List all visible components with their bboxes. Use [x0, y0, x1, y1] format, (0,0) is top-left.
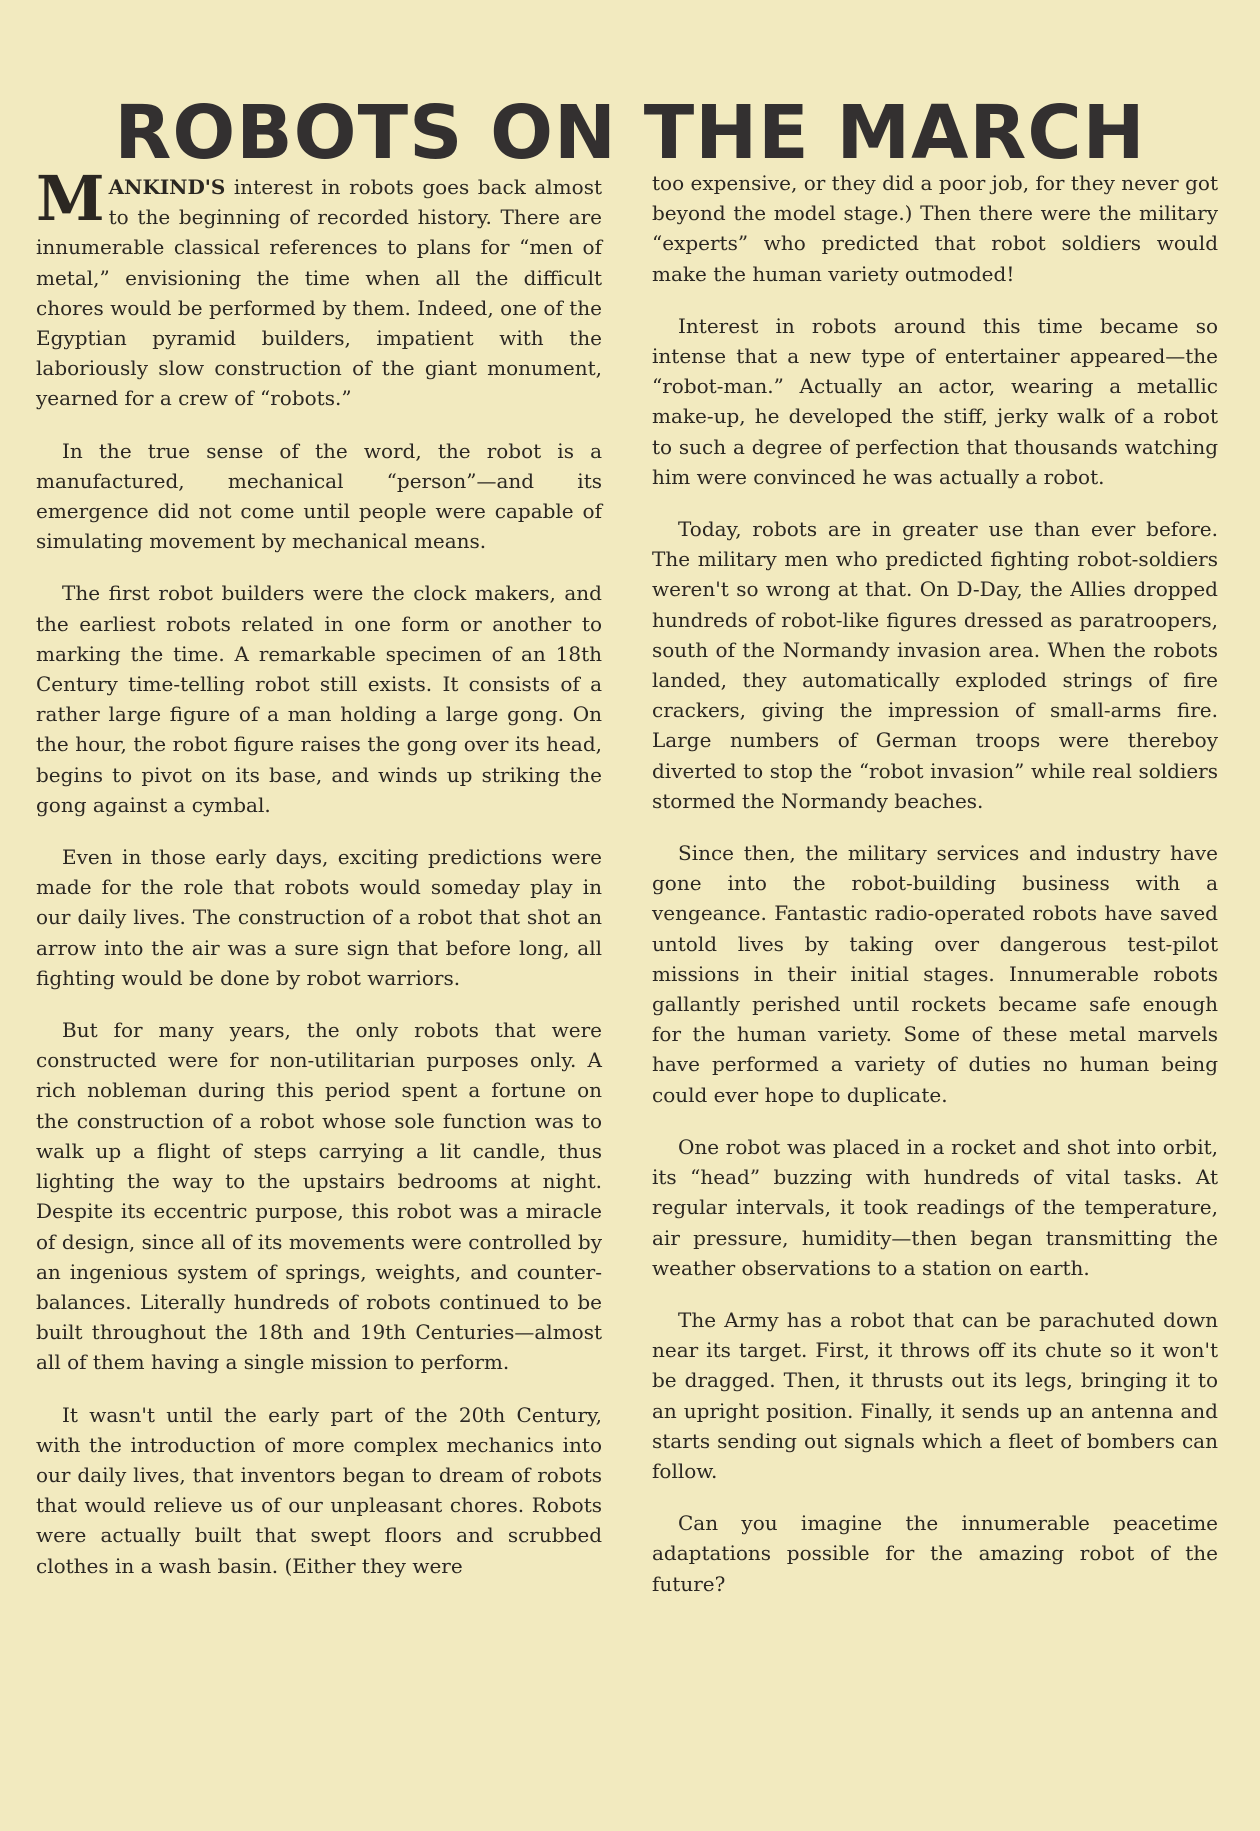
paragraph: It wasn't until the early part of the 20th Century, with the introduction of more complex mechanics into our daily lives, that inventors began to dream of robots that would relieve us of our unpleasant chores. Robots were actually built that swept floors and scrubbed clothes in a wash basin. (Either they were — [36, 1402, 602, 1578]
paragraph: The Army has a robot that can be parachuted down near its target. First, it throws off its chute so it won't be dragged. Then, it thrusts out its legs, bringing it to an upright position. Finally, it sends up an antenna and starts sending out signals which a fleet of bombers can follow. — [652, 1307, 1218, 1483]
paragraph — [36, 162, 602, 414]
left-column — [36, 162, 602, 1603]
drop-cap: M — [36, 162, 105, 235]
paragraph: Can you imagine the innumerable peacetime adaptations possible for the amazing robot of the future? — [652, 1511, 1218, 1596]
paragraph: The first robot builders were the clock makers, and the earliest robots related in one form or another to marking the time. A remarkable specimen of an 18th Century time-telling robot still exists. It consists of a rather large figure of a man holding a large gong. On the hour, the robot figure raises the gong over its head, begins to pivot on its base, and winds up striking the gong against a cymbal. — [36, 581, 602, 817]
paragraph: Even in those early days, exciting predictions were made for the role that robots would someday play in our daily lives. The construction of a robot that shot an arrow into the air was a sure sign that before long, all fighting would be done by robot warriors. — [36, 845, 602, 990]
paragraph-continuation: too expensive, or they did a poor job, for they never got beyond the model stage.) Then there were the military “experts” who predicted that robot soldiers would make the human variety outmoded! — [652, 171, 1218, 286]
lead-in: ANKIND'S — [108, 175, 226, 199]
paragraph: Since then, the military services and industry have gone into the robot-building business with a vengeance. Fantastic radio-operated robots have saved untold lives by taking over dangerous test-pilot missions in their initial stages. Innumerable robots gallantly perished until rockets became safe enough for the human variety. Some of these metal marvels have performed a variety of duties no human being could ever hope to duplicate. — [652, 841, 1218, 1107]
paragraph: One robot was placed in a rocket and shot into orbit, its “head” buzzing with hundreds of vital tasks. At regular intervals, it took readings of the temperature, air pressure, humidity—then began transmitting the weather observations to a station on earth. — [652, 1134, 1218, 1280]
paragraph: Today, robots are in greater use than ever before. The military men who predicted fighting robot-soldiers weren't so wrong at that. On D-Day, the Allies dropped hundreds of robot-like figures dressed as paratroopers, south of the Normandy invasion area. When the robots landed, they automatically exploded strings of fire crackers, giving the impression of small-arms fire. Large numbers of German troops were thereboy diverted to stop the “robot invasion” while real soldiers stormed the Normandy beaches. — [652, 517, 1218, 813]
article-title: ROBOTS ON THE MARCH — [114, 89, 1146, 176]
right-column — [652, 168, 1218, 1621]
paragraph: But for many years, the only robots that were constructed were for non-utilitarian purposes only. A rich nobleman during this period spent a fortune on the construction of a robot whose sole function was to walk up a flight of steps carrying a lit candle, thus lighting the way to the upstairs bedrooms at night. Despite its eccentric purpose, this robot was a miracle of design, since all of its movements were controlled by an ingenious system of springs, weights, and counter-balances. Literally hundreds of robots continued to be built throughout the 18th and 19th Centuries—almost all of them having a single mission to perform. — [36, 1018, 602, 1375]
paragraph-text: interest in robots goes back almost to the beginning of recorded history. There are innumerable classical references to plans for “men of metal,” envisioning the time when all the difficult chores would be performed by them. Indeed, one of the Egyptian pyramid builders, impatient with the laboriously slow construction of the giant monument, yearned for a crew of “robots.” — [36, 175, 602, 411]
paragraph: Interest in robots around this time became so intense that a new type of entertainer appeared—the “robot-man.” Actually an actor, wearing a metallic make-up, he developed the stiff, jerky walk of a robot to such a degree of perfection that thousands watching him were convinced he was actually a robot. — [652, 313, 1218, 489]
paragraph: In the true sense of the word, the robot is a manufactured, mechanical “person”—and its emergence did not come until people were capable of simulating movement by mechanical means. — [36, 438, 602, 554]
